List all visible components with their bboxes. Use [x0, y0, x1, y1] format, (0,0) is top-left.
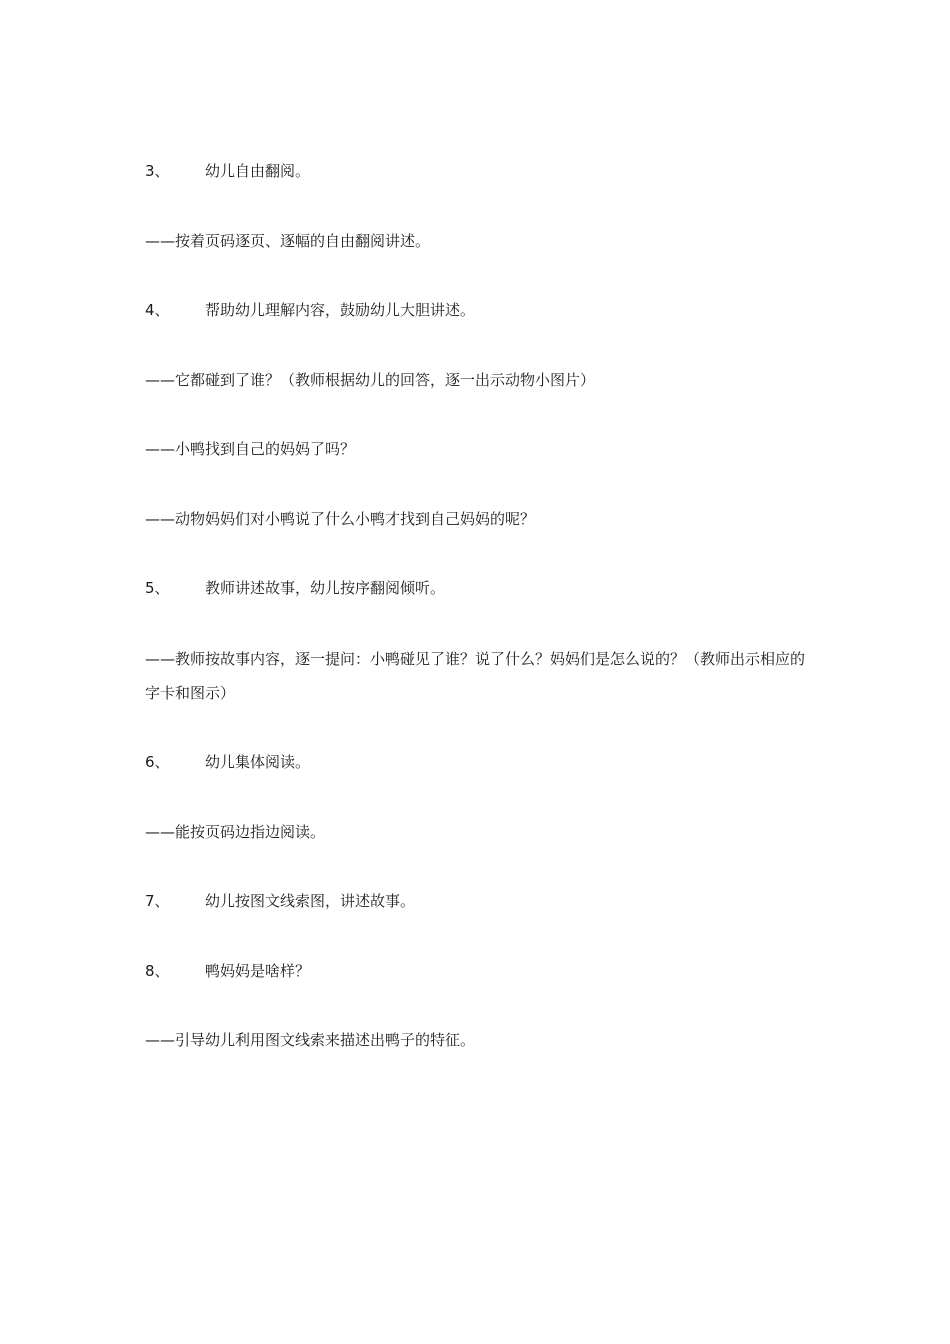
- step-5: [145, 573, 825, 603]
- step-number: 4、: [145, 301, 170, 319]
- note-line: [145, 434, 825, 464]
- note-text: ——它都碰到了谁？（教师根据幼儿的回答，逐一出示动物小图片）: [145, 371, 596, 389]
- step-text: 帮助幼儿理解内容，鼓励幼儿大胆讲述。: [205, 301, 476, 319]
- note-text: ——小鸭找到自己的妈妈了吗？: [145, 440, 356, 458]
- step-3: [145, 156, 825, 186]
- step-number: 5、: [145, 579, 170, 597]
- step-6: [145, 747, 825, 777]
- note-line: [145, 817, 825, 847]
- note-text: ——能按页码边指边阅读。: [145, 823, 326, 841]
- note-line: [145, 365, 825, 395]
- step-text: 鸭妈妈是啥样？: [205, 962, 311, 980]
- note-line: [145, 504, 825, 534]
- note-line: [145, 226, 825, 256]
- step-number: 7、: [145, 892, 170, 910]
- step-8: [145, 956, 825, 986]
- step-4: [145, 295, 825, 325]
- note-text: ——教师按故事内容，逐一提问：小鸭碰见了谁？说了什么？妈妈们是怎么说的？（教师出示相应的字卡和图示）: [145, 650, 806, 702]
- step-number: 8、: [145, 962, 170, 980]
- note-line: [145, 1025, 825, 1055]
- step-number: 6、: [145, 753, 170, 771]
- step-7: [145, 886, 825, 916]
- step-text: 幼儿按图文线索图，讲述故事。: [205, 892, 416, 910]
- step-text: 幼儿自由翻阅。: [205, 162, 311, 180]
- note-paragraph: [145, 642, 815, 710]
- step-number: 3、: [145, 162, 170, 180]
- note-text: ——动物妈妈们对小鸭说了什么小鸭才找到自己妈妈的呢？: [145, 510, 536, 528]
- note-text: ——引导幼儿利用图文线索来描述出鸭子的特征。: [145, 1031, 476, 1049]
- note-text: ——按着页码逐页、逐幅的自由翻阅讲述。: [145, 232, 431, 250]
- step-text: 幼儿集体阅读。: [205, 753, 311, 771]
- step-text: 教师讲述故事，幼儿按序翻阅倾听。: [205, 579, 446, 597]
